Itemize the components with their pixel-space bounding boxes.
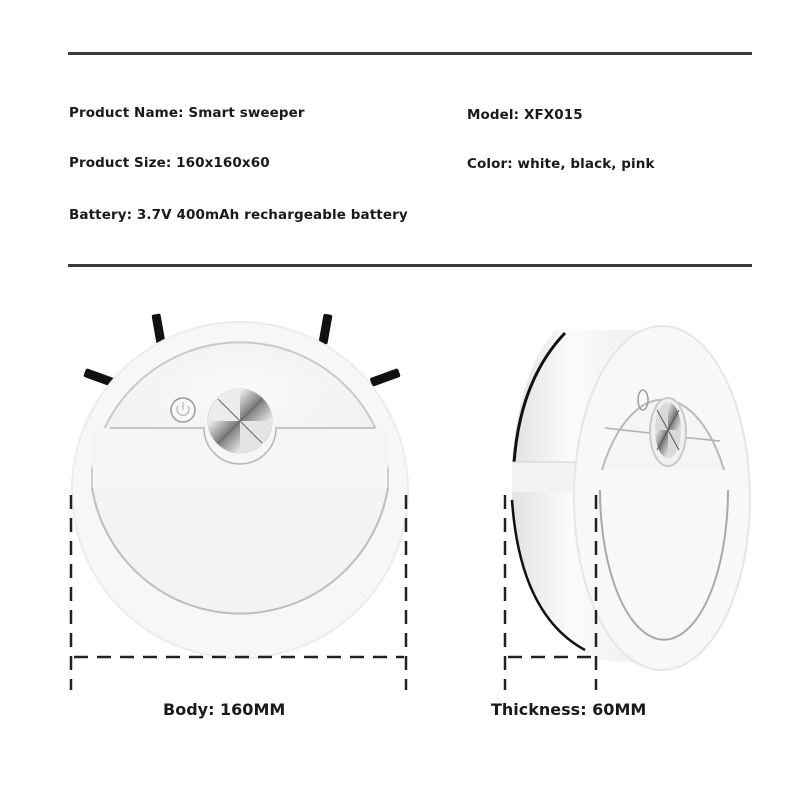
spec-model: Model: XFX015 bbox=[467, 107, 583, 123]
spec-color: Color: white, black, pink bbox=[467, 156, 655, 172]
control-knob-icon bbox=[208, 389, 272, 453]
power-icon bbox=[171, 398, 195, 422]
robot-top-view bbox=[71, 313, 408, 690]
thickness-dimension-label: Thickness: 60MM bbox=[491, 700, 647, 719]
spec-product-size: Product Size: 160x160x60 bbox=[69, 155, 270, 171]
spec-product-name: Product Name: Smart sweeper bbox=[69, 105, 305, 121]
robot-side-view bbox=[505, 326, 750, 690]
body-dimension-label: Body: 160MM bbox=[163, 700, 286, 719]
control-knob-icon bbox=[650, 398, 686, 466]
spec-battery: Battery: 3.7V 400mAh rechargeable battery bbox=[69, 207, 408, 223]
